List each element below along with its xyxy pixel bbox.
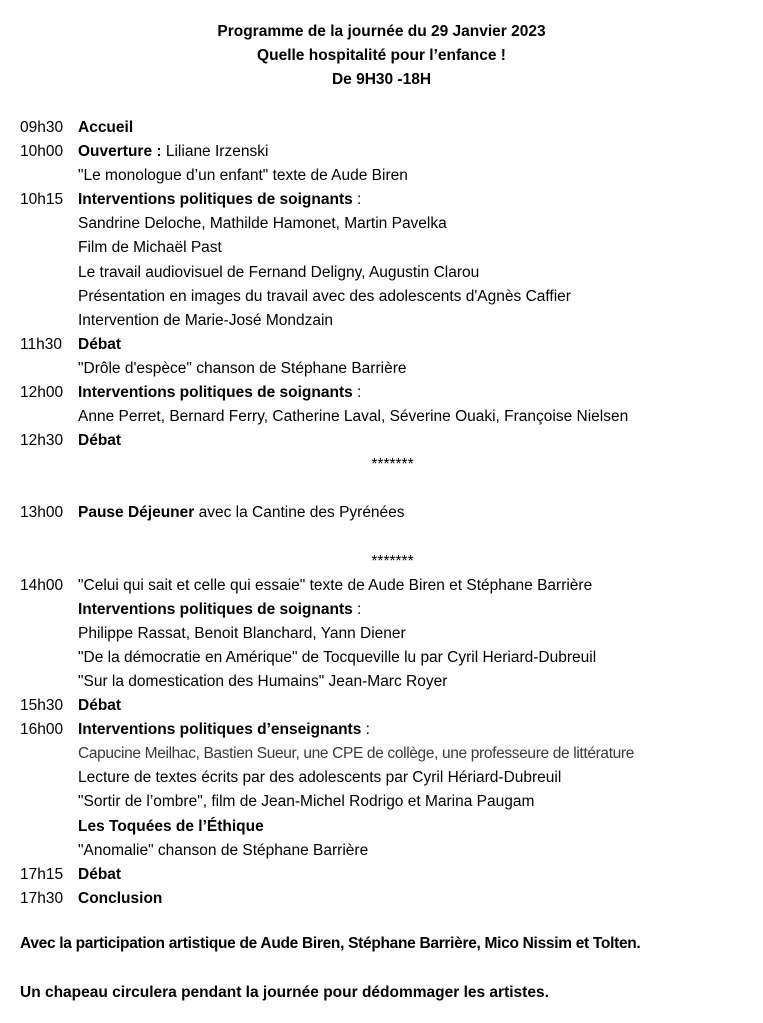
programme-row [20, 790, 755, 814]
session-title: Conclusion [78, 889, 163, 907]
programme-row [20, 839, 755, 863]
time-label: 17h15 [20, 865, 64, 883]
programme-row [20, 694, 755, 718]
time-label: 16h00 [20, 721, 64, 739]
session-detail: Présentation en images du travail avec des adolescents d'Agnès Caffier [78, 287, 571, 305]
session-detail: Film de Michaël Past [78, 239, 222, 257]
participation-note: Avec la participation artistique de Aude Biren, Stéphane Barrière, Mico Nissim et Tolten. [20, 935, 641, 952]
session-title: Débat [78, 865, 122, 883]
session-title: Interventions politiques d’enseignants [78, 721, 362, 739]
programme-row [20, 357, 755, 381]
session-detail: Capucine Meilhac, Bastien Sueur, une CPE de collège, une professeure de littérature [78, 745, 635, 763]
programme-row [20, 766, 755, 790]
session-title: Interventions politiques de soignants [78, 384, 353, 402]
time-label: 17h30 [20, 889, 64, 907]
programme-row [20, 116, 755, 140]
session-detail: Le travail audiovisuel de Fernand Deligny, Augustin Clarou [78, 263, 480, 281]
time-label: 12h30 [20, 432, 64, 450]
time-label: 10h15 [20, 191, 64, 209]
session-detail: "Drôle d'espèce" chanson de Stéphane Barrière [78, 359, 407, 377]
programme-row [20, 815, 755, 839]
session-detail: "Celui qui sait et celle qui essaie" texte de Aude Biren et Stéphane Barrière [78, 576, 593, 594]
session-title: Débat [78, 335, 122, 353]
session-detail: avec la Cantine des Pyrénées [194, 504, 405, 522]
session-detail: Philippe Rassat, Benoit Blanchard, Yann Diener [78, 624, 406, 642]
page-subtitle: Quelle hospitalité pour l’enfance ! [257, 47, 506, 64]
programme-row: 12h00 Interventions politiques de soignants : [20, 381, 755, 405]
session-title: Les Toquées de l’Éthique [78, 817, 264, 835]
session-detail: Intervention de Marie-José Mondzain [78, 311, 334, 329]
programme-row [20, 501, 755, 525]
programme-row [20, 646, 755, 670]
page-hours: De 9H30 -18H [331, 71, 432, 88]
time-label: 11h30 [20, 335, 62, 353]
programme-row [20, 622, 755, 646]
time-label: 14h00 [20, 576, 64, 594]
session-detail: Anne Perret, Bernard Ferry, Catherine Laval, Séverine Ouaki, Françoise Nielsen [78, 408, 629, 426]
programme-row [20, 212, 755, 236]
programme-row [20, 405, 755, 429]
session-title: Débat [78, 432, 122, 450]
session-title: Débat [78, 697, 122, 715]
programme-row [20, 285, 755, 309]
programme-row [20, 140, 755, 164]
programme-row [20, 742, 755, 766]
time-label: 09h30 [20, 119, 64, 136]
session-title: Interventions politiques de soignants [78, 600, 353, 618]
time-label: 12h00 [20, 384, 64, 402]
page-title: Programme de la journée du 29 Janvier 2023 [217, 23, 546, 40]
time-label: 13h00 [20, 504, 64, 522]
programme-row [20, 574, 755, 598]
programme-row: 16h00 Interventions politiques d’enseignants : [20, 718, 755, 742]
session-title: Interventions politiques de soignants [78, 191, 353, 209]
programme-row: Interventions politiques de soignants : [78, 600, 362, 618]
programme-row [20, 236, 755, 260]
programme-row [20, 429, 755, 453]
session-title: Pause Déjeuner [78, 504, 195, 522]
session-detail: "Anomalie" chanson de Stéphane Barrière [78, 841, 369, 859]
chapeau-note: Un chapeau circulera pendant la journée pour dédommager les artistes. [20, 984, 549, 1001]
programme-row [20, 887, 755, 911]
programme-row: 10h15 Interventions politiques de soignants : [20, 188, 755, 212]
programme-row [20, 164, 755, 188]
session-detail: "De la démocratie en Amérique" de Tocqueville lu par Cyril Heriard-Dubreuil [78, 648, 597, 666]
page-header [0, 20, 763, 92]
session-detail: Lecture de textes écrits par des adolescents par Cyril Hériard-Dubreuil [78, 769, 562, 787]
programme-list [20, 116, 755, 911]
programme-row [20, 333, 755, 357]
session-detail: "Sortir de l’ombre", film de Jean-Michel Rodrigo et Marina Paugam [78, 793, 535, 811]
programme-row [20, 309, 755, 333]
session-detail: "Sur la domestication des Humains" Jean-Marc Royer [78, 672, 448, 690]
time-label: 10h00 [20, 143, 64, 161]
separator-stars: ******* [371, 456, 414, 474]
session-title: Ouverture : [78, 143, 162, 161]
session-detail: Sandrine Deloche, Mathilde Hamonet, Martin Pavelka [78, 215, 447, 233]
session-detail: Liliane Irzenski [161, 143, 269, 161]
programme-row [20, 261, 755, 285]
programme-row [20, 863, 755, 887]
session-detail: "Le monologue d’un enfant" texte de Aude Biren [78, 167, 408, 185]
session-title: Accueil [78, 119, 134, 136]
time-label: 15h30 [20, 697, 64, 715]
separator-stars: ******* [371, 552, 414, 570]
programme-row [20, 670, 755, 694]
